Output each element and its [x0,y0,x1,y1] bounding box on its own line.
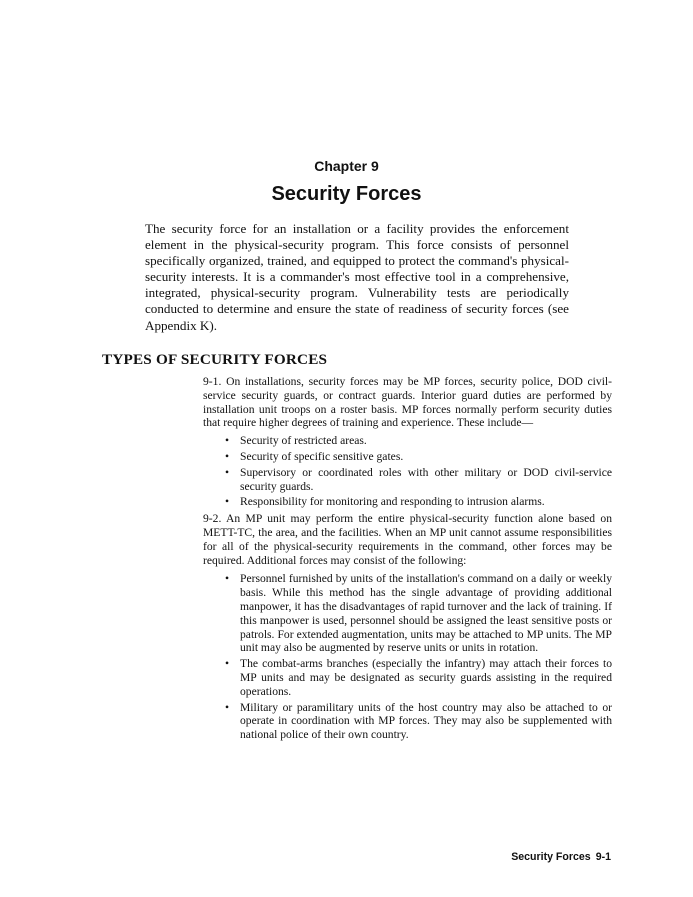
section-body [203,375,612,745]
bullet-list-9-1 [203,434,612,509]
bullet-icon: • [225,495,230,509]
list-item-text: The combat-arms branches (especially the infantry) may attach their forces to MP units and may be designated as security guards assisting in the required operations. [240,657,612,698]
section-heading: TYPES OF SECURITY FORCES [102,351,328,368]
bullet-icon: • [225,449,230,463]
intro-paragraph: The security force for an installation or a facility provides the enforcement element in the physical-security program. This force consists of personnel specifically organized, trained, and equipped to protect the command's physical-security interests. It is a commander's most effective tool in a comprehensive, integrated, physical-security program. Vulnerability tests are periodically conducted to determine and ensure the state of readiness of security forces (see Appendix K). [145,221,569,333]
bullet-icon: • [225,657,230,671]
page-number: 9-1 [595,851,611,863]
list-item-text: Responsibility for monitoring and responding to intrusion alarms. [240,495,545,509]
bullet-list-9-2 [203,572,612,742]
bullet-icon: • [225,572,230,586]
list-item [225,657,612,698]
list-item [225,466,612,494]
list-item [225,450,612,464]
list-item [225,572,612,655]
bullet-icon: • [225,465,230,479]
list-item-text: Supervisory or coordinated roles with other military or DOD civil-service security guards. [240,465,612,493]
list-item [225,434,612,448]
bullet-icon: • [225,700,230,714]
footer-title: Security Forces [511,851,591,863]
list-item-text: Personnel furnished by units of the installation's command on a daily or weekly basis. While this method has the single advantage of providing additional manpower, it has the disadvantages of rapid turnover and the lack of training. If this manpower is used, personnel should be assigned the least sensitive posts or patrols. For extended augmentation, units may be attached to MP units. The MP unit may also be augmented by reserve units or units in rotation. [240,572,612,655]
chapter-label: Chapter 9 [314,158,379,174]
chapter-title: Security Forces [271,183,422,205]
list-item-text: Security of restricted areas. [240,434,367,448]
page-footer [511,851,611,863]
paragraph-9-1: 9-1. On installations, security forces may be MP forces, security police, DOD civil-service security guards, or contract guards. Interior guard duties are performed by installation unit troops on a roster basis. MP forces normally perform security duties that require higher degrees of training and experience. These include— [203,375,612,430]
list-item [225,701,612,742]
list-item [225,495,612,509]
bullet-icon: • [225,434,230,448]
list-item-text: Security of specific sensitive gates. [240,449,404,463]
list-item-text: Military or paramilitary units of the host country may also be attached to or operate in coordination with MP forces. They may also be supplemented with national police of their own country. [240,700,612,742]
paragraph-9-2: 9-2. An MP unit may perform the entire physical-security function alone based on METT-TC, the area, and the facilities. When an MP unit cannot assume responsibilities for all of the physical-security requirements in the command, other forces may be required. Additional forces may consist of the following: [203,512,612,567]
